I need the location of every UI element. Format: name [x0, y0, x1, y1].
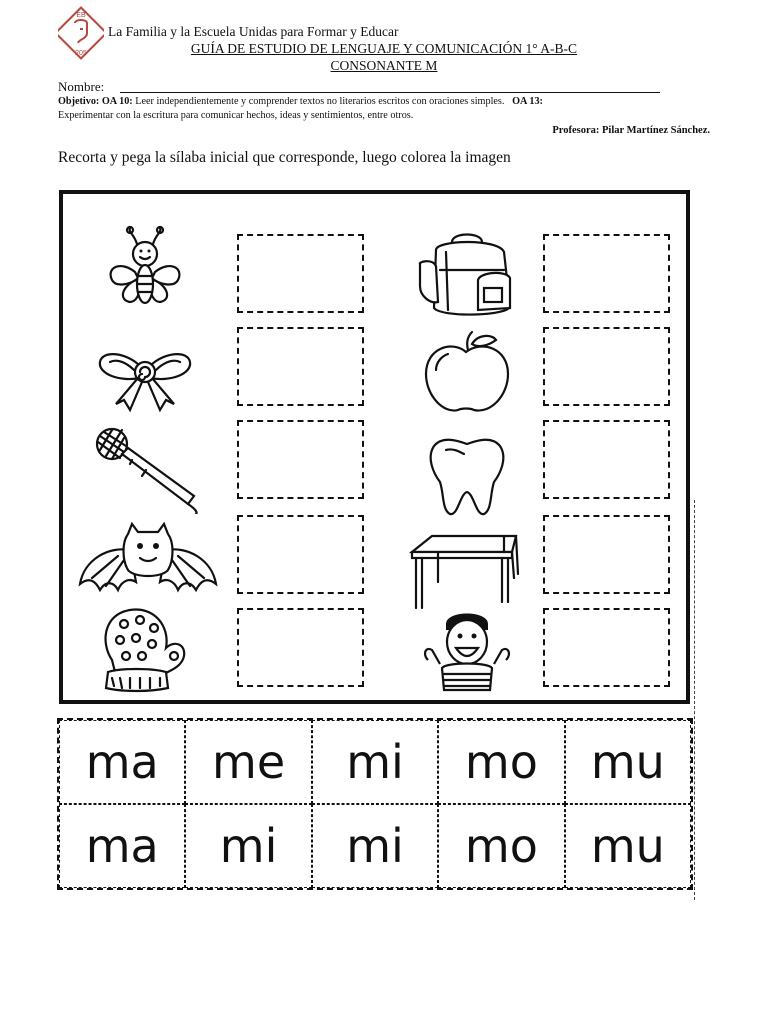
- guide-subtitle: CONSONANTE M: [330, 58, 438, 73]
- instruction: Recorta y pega la sílaba inicial que corresponde, luego colorea la imagen: [58, 149, 511, 166]
- tooth-icon: [412, 432, 522, 522]
- school-name: La Familia y la Escuela Unidas para Formar y Educar: [108, 24, 399, 39]
- teacher-name: Profesora: Pilar Martínez Sánchez.: [552, 125, 710, 136]
- syllable-card[interactable]: ma: [59, 720, 185, 804]
- guide-title: GUÍA DE ESTUDIO DE LENGUAJE Y COMUNICACIÓN 1° A-B-C: [190, 41, 578, 56]
- answer-slot-right-1[interactable]: [543, 234, 670, 313]
- oa13-text: Experimentar con la escritura para comunicar hechos, ideas y sentimientos, entre otros.: [58, 110, 414, 121]
- table-icon: [404, 522, 524, 612]
- mitten-icon: [90, 606, 200, 696]
- oa13-label: OA 13:: [512, 96, 543, 107]
- mime-icon: [412, 606, 522, 696]
- apple-icon: [412, 330, 522, 420]
- oa10-text: Leer independientemente y comprender textos no literarios escritos con oraciones simples.: [135, 96, 505, 107]
- microphone-icon: [90, 424, 200, 514]
- logo-text-top: EB: [76, 12, 86, 19]
- answer-slot-left-3[interactable]: [237, 420, 364, 499]
- syllable-card[interactable]: mu: [565, 720, 691, 804]
- answer-slot-right-3[interactable]: [543, 420, 670, 499]
- answer-slot-left-2[interactable]: [237, 327, 364, 406]
- logo-text-bottom: 205: [75, 50, 87, 57]
- name-field-line[interactable]: [120, 92, 660, 93]
- syllable-card[interactable]: mo: [438, 804, 564, 888]
- bow-icon: [90, 338, 200, 428]
- cut-line: [694, 500, 695, 900]
- syllable-card[interactable]: mo: [438, 720, 564, 804]
- butterfly-icon: [90, 224, 200, 314]
- objective-label: Objetivo:: [58, 96, 100, 107]
- answer-slot-right-4[interactable]: [543, 515, 670, 594]
- syllable-card[interactable]: mi: [312, 804, 438, 888]
- oa10-label: OA 10:: [101, 96, 133, 107]
- syllable-card[interactable]: mi: [312, 720, 438, 804]
- answer-slot-left-5[interactable]: [237, 608, 364, 687]
- answer-slot-left-4[interactable]: [237, 515, 364, 594]
- syllable-card[interactable]: me: [185, 720, 311, 804]
- answer-slot-right-5[interactable]: [543, 608, 670, 687]
- objective-text: [58, 95, 718, 123]
- bat-icon: [78, 520, 218, 610]
- syllable-strip: [57, 718, 693, 890]
- syllable-card[interactable]: mi: [185, 804, 311, 888]
- syllable-card[interactable]: ma: [59, 804, 185, 888]
- name-label: Nombre:: [58, 79, 105, 94]
- syllable-card[interactable]: mu: [565, 804, 691, 888]
- answer-slot-left-1[interactable]: [237, 234, 364, 313]
- answer-slot-right-2[interactable]: [543, 327, 670, 406]
- backpack-icon: [412, 230, 522, 320]
